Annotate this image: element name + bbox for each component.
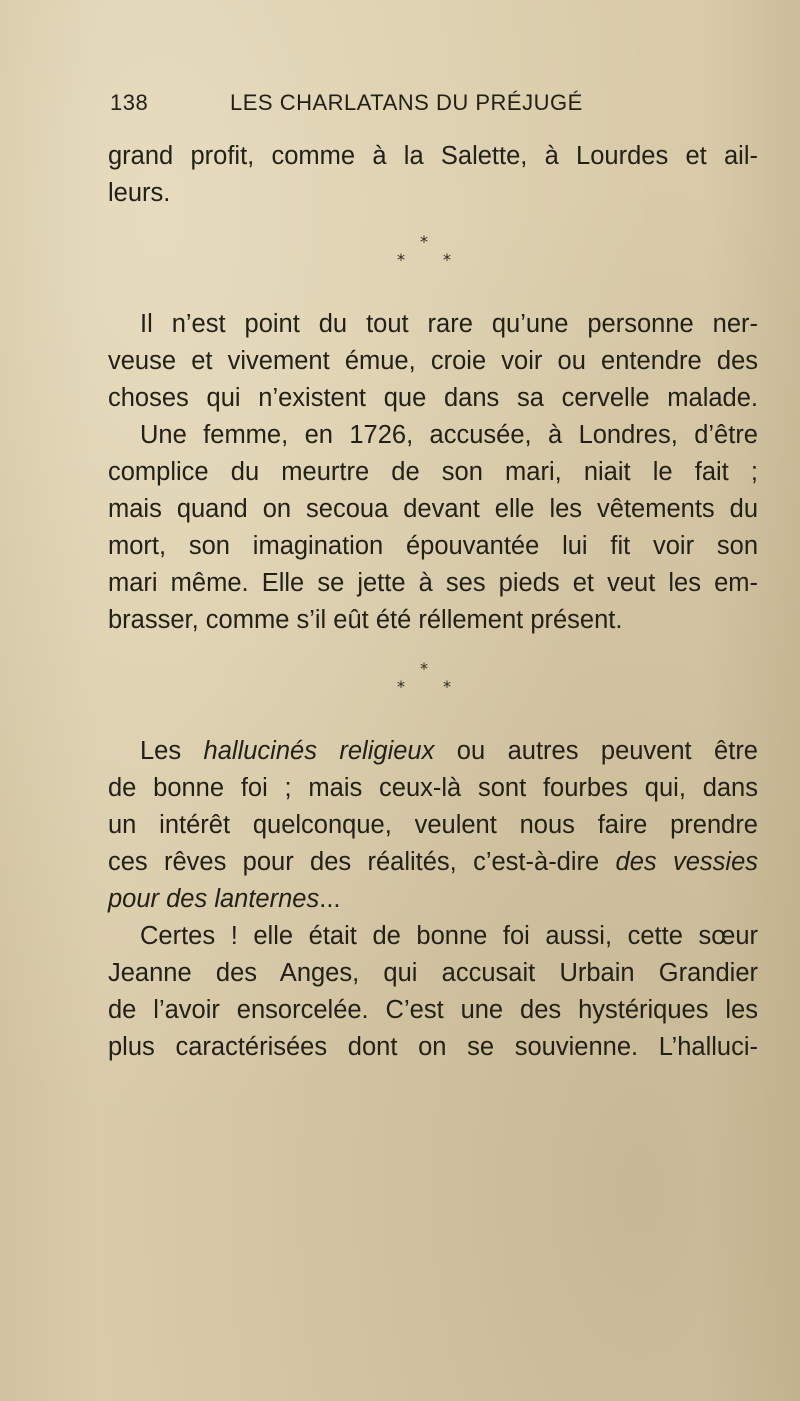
text-line [108,881,758,918]
page-number: 138 [110,90,149,115]
paragraph-continuation [108,138,758,212]
section-separator [375,228,475,286]
italic-phrase: des vessies [615,848,758,876]
paragraph [108,918,758,1066]
text-line: complice du meurtre de son mari, niait le fait ; [108,458,758,486]
italic-phrase: pour des lanternes [108,885,320,913]
text-run: Les [140,737,204,765]
text-run: ou autres peuvent être [434,737,758,765]
text-line: choses qui n’existent que dans sa cervelle malade. [108,384,758,412]
text-run: ... [319,885,341,913]
text-line: leurs. [108,179,171,207]
text-run: ces rêves pour des réalités, c’est-à-dire [108,848,616,876]
text-line: mais quand on secoua devant elle les vêtements du [108,495,758,523]
text-line: Une femme, en 1726, accusée, à Londres, d’être [140,421,758,449]
paragraph [108,733,758,918]
text-line: un intérêt quelconque, veulent nous faire prendre [108,811,758,839]
page-header [110,90,670,122]
asterism-star: * [397,677,405,696]
text-line: Jeanne des Anges, qui accusait Urbain Grandier [108,959,758,987]
text-line: de bonne foi ; mais ceux-là sont fourbes qui, dans [108,774,758,802]
text-line: grand profit, comme à la Salette, à Lourdes et ail- [108,142,758,170]
body-text [108,138,758,1066]
text-line: mari même. Elle se jette à ses pieds et veut les em- [108,569,758,597]
text-line: Certes ! elle était de bonne foi aussi, cette sœur [140,922,758,950]
text-line [108,733,758,770]
asterism-star: * [420,232,428,251]
section-separator [375,655,475,713]
text-line: veuse et vivement émue, croie voir ou entendre des [108,347,758,375]
text-line: de l’avoir ensorcelée. C’est une des hystériques les [108,996,758,1024]
asterism-star: * [420,659,428,678]
text-line [108,844,758,881]
italic-phrase: hallucinés religieux [203,737,435,765]
running-title: LES CHARLATANS DU PRÉJUGÉ [230,90,583,115]
text-line: Il n’est point du tout rare qu’une personne ner- [140,310,758,338]
paragraph [108,306,758,417]
text-line: brasser, comme s’il eût été réllement présent. [108,606,623,634]
asterism-star: * [397,250,405,269]
text-line: mort, son imagination épouvantée lui fit voir son [108,532,758,560]
asterism-star: * [443,250,451,269]
paragraph [108,417,758,639]
asterism-star: * [443,677,451,696]
text-line: plus caractérisées dont on se souvienne. L’halluci- [108,1033,758,1061]
